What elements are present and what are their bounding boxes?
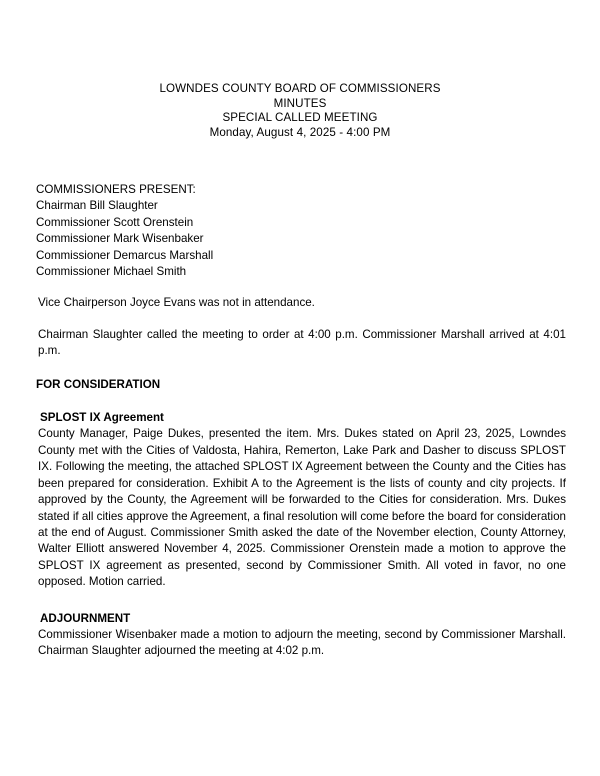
list-item: Commissioner Mark Wisenbaker [36, 232, 204, 246]
absence-note-paragraph: Vice Chairperson Joyce Evans was not in attendance. [38, 296, 315, 310]
spacer [36, 591, 566, 611]
spacer [36, 312, 566, 327]
section-heading-adjournment: ADJOURNMENT [40, 611, 131, 625]
spacer [36, 280, 566, 295]
document-body [36, 182, 566, 660]
call-to-order-paragraph: Chairman Slaughter called the meeting to order at 4:00 p.m. Commissioner Marshall arrived at 4:01 p.m. [38, 327, 566, 358]
spacer [36, 393, 566, 410]
spacer [36, 360, 566, 377]
header-line-meeting-type: SPECIAL CALLED MEETING [222, 111, 378, 125]
list-item: Commissioner Scott Orenstein [36, 215, 194, 229]
agenda-item-body-splost-ix: County Manager, Paige Dukes, presented the item. Mrs. Dukes stated on April 23, 2025, Lowndes County met with the Cities of Valdosta, Hahira, Remerton, Lake Park and Dasher to discuss SPLOST IX. Following the meeting, the attached SPLOST IX Agreement between the County and the Cities has been prepared for consideration. Exhibit A to the Agreement is the lists of county and city projects. If approved by the County, the Agreement will be forwarded to the Cities for consideration. Mrs. Dukes stated if all cities approve the Agreement, a final resolution will come before the board for consideration at the end of August. Commissioner Smith asked the date of the November election, County Attorney, Walter Elliott answered November 4, 2025. Commissioner Orenstein made a motion to approve the SPLOST IX agreement as presented, second by Commissioner Smith. All voted in favor, no one opposed. Motion carried. [38, 427, 566, 589]
header-line-organization: LOWNDES COUNTY BOARD OF COMMISSIONERS [159, 82, 441, 95]
adjournment-paragraph: Commissioner Wisenbaker made a motion to adjourn the meeting, second by Commissioner Marshall. Chairman Slaughter adjourned the meeting at 4:02 p.m. [38, 627, 566, 658]
list-item: Commissioner Demarcus Marshall [36, 248, 214, 262]
list-item: Chairman Bill Slaughter [36, 199, 158, 213]
attendance-member-list [36, 198, 566, 280]
attendance-heading: COMMISSIONERS PRESENT: [36, 183, 196, 196]
agenda-item-title-splost-ix: SPLOST IX Agreement [40, 411, 164, 425]
section-heading-for-consideration: FOR CONSIDERATION [36, 377, 161, 391]
header-line-document-type: MINUTES [273, 96, 327, 110]
document-header [0, 82, 600, 140]
list-item: Commissioner Michael Smith [36, 265, 187, 279]
header-line-meeting-datetime: Monday, August 4, 2025 - 4:00 PM [209, 125, 391, 139]
